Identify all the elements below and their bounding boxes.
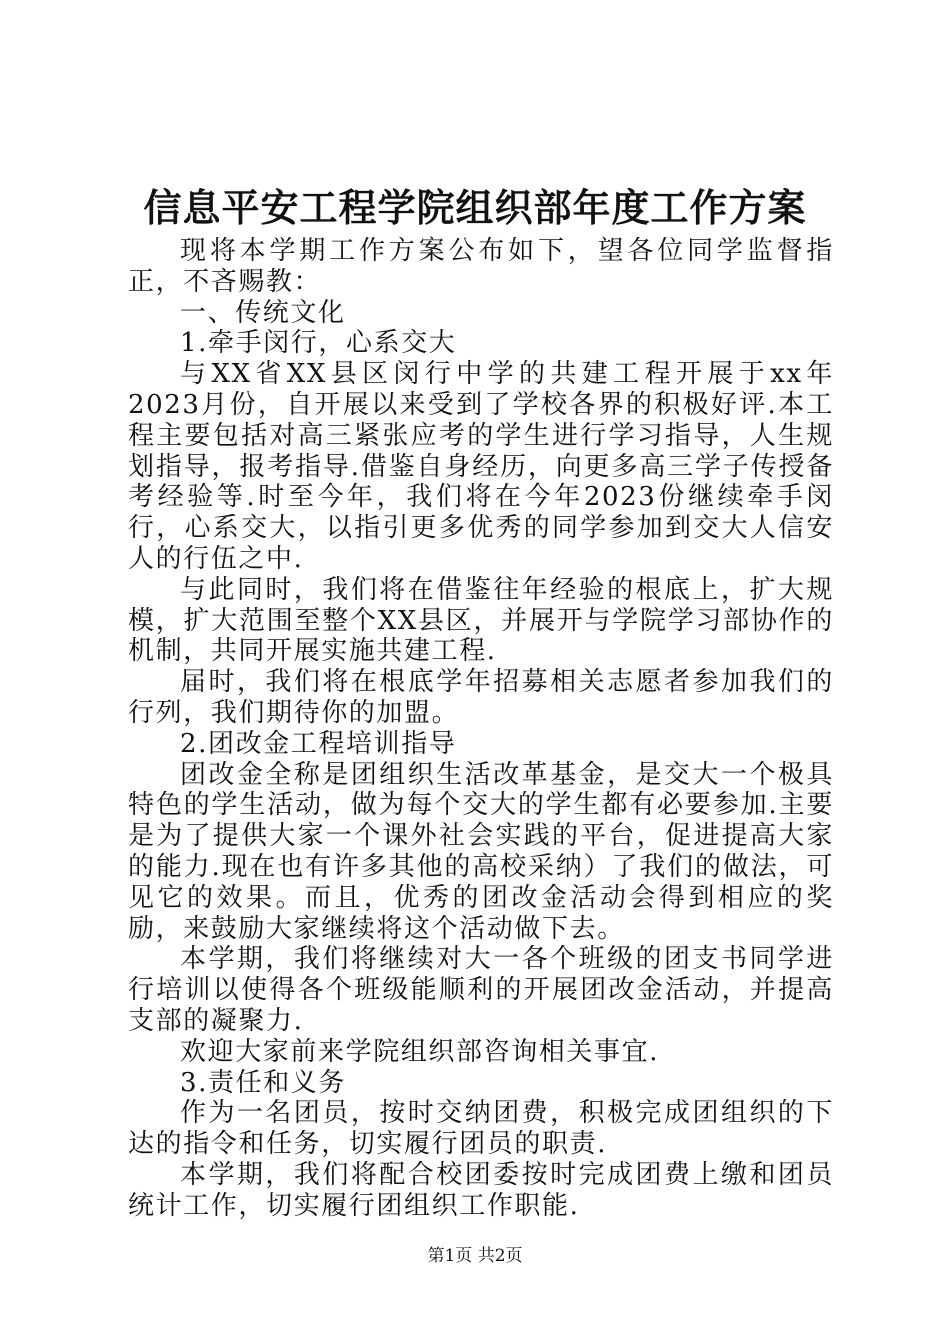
body-paragraph: 与此同时，我们将在借鉴往年经验的根底上，扩大规模，扩大范围至整个XX县区，并展开与学院学习部协作的机制，共同开展实施共建工程. (128, 574, 834, 667)
subheading-responsibility-duty: 3.责任和义务 (180, 1067, 347, 1098)
document-title: 信息平安工程学院组织部年度工作方案 (143, 185, 807, 230)
subheading-tuangaijin-training: 2.团改金工程培训指导 (180, 728, 457, 759)
intro-paragraph: 现将本学期工作方案公布如下，望各位同学监督指正，不吝赐教： (128, 236, 834, 297)
document-body (128, 236, 834, 1222)
section-heading-traditional-culture: 一、传统文化 (180, 297, 346, 328)
body-paragraph: 本学期，我们将继续对大一各个班级的团支书同学进行培训以使得各个班级能顺利的开展团改金活动，并提高支部的凝聚力. (128, 944, 834, 1036)
body-paragraph: 本学期，我们将配合校团委按时完成团费上缴和团员统计工作，切实履行团组织工作职能. (128, 1159, 834, 1221)
body-paragraph: 欢迎大家前来学院组织部咨询相关事宜. (180, 1036, 660, 1067)
body-paragraph: 团改金全称是团组织生活改革基金，是交大一个极具特色的学生活动，做为每个交大的学生都有必要参加.主要是为了提供大家一个课外社会实践的平台，促进提高大家的能力.现在也有许多其他的高校采纳）了我们的做法，可见它的效果。而且，优秀的团改金活动会得到相应的奖励，来鼓励大家继续将这个活动做下去。 (128, 759, 834, 944)
page-number-footer: 第1页 共2页 (427, 1246, 523, 1266)
body-paragraph: 与XX省XX县区闵行中学的共建工程开展于xx年2023月份，自开展以来受到了学校各界的积极好评.本工程主要包括对高三紧张应考的学生进行学习指导，人生规划指导，报考指导.借鉴自身经历，向更多高三学子传授备考经验等.时至今年，我们将在今年2023份继续牵手闵行，心系交大，以指引更多优秀的同学参加到交大人信安人的行伍之中. (128, 359, 834, 574)
body-paragraph: 届时，我们将在根底学年招募相关志愿者参加我们的行列，我们期待你的加盟。 (128, 667, 834, 728)
subheading-minhang-partnership: 1.牵手闵行，心系交大 (180, 328, 457, 359)
body-paragraph: 作为一名团员，按时交纳团费，积极完成团组织的下达的指令和任务，切实履行团员的职责. (128, 1098, 834, 1160)
